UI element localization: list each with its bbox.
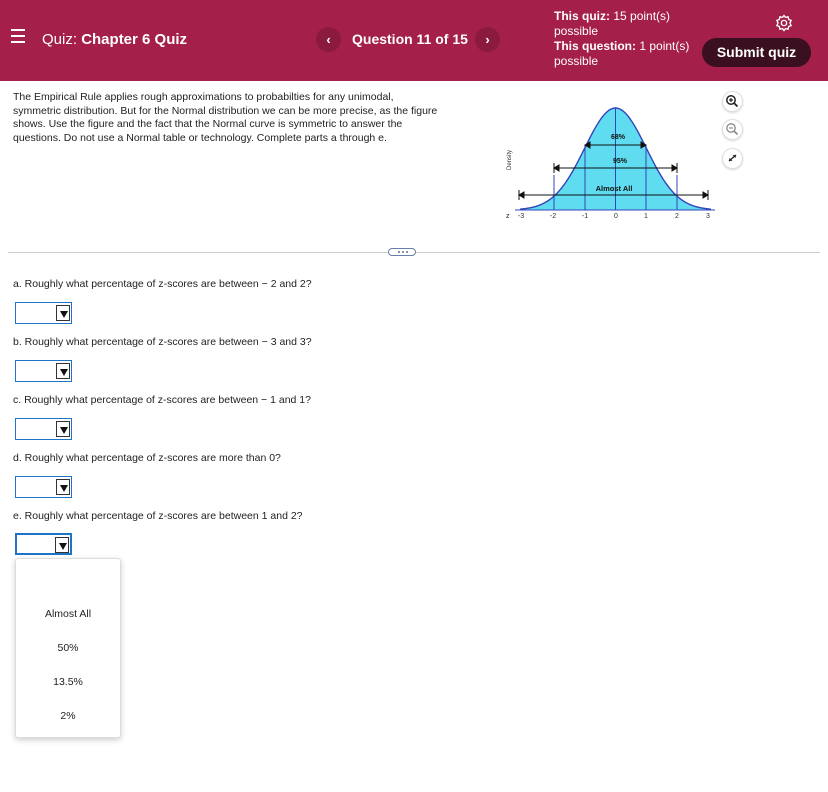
- answer-select-b[interactable]: [15, 360, 72, 382]
- label-68: 68%: [610, 134, 626, 141]
- menu-icon[interactable]: [11, 29, 25, 45]
- question-d: d. Roughly what percentage of z-scores are more than 0?: [13, 452, 281, 464]
- tick-label: 2: [675, 213, 679, 220]
- next-question-button[interactable]: ›: [475, 27, 500, 52]
- dropdown-option[interactable]: Almost All: [44, 608, 92, 620]
- answer-select-e[interactable]: [15, 533, 72, 555]
- label-almost-all: Almost All: [595, 184, 633, 193]
- resize-handle[interactable]: [388, 248, 416, 256]
- points-quiz-label: This quiz:: [554, 9, 610, 23]
- answer-select-d[interactable]: [15, 476, 72, 498]
- points-question-value: 1 point(s) possible: [554, 39, 690, 68]
- dropdown-arrow-icon: [56, 479, 70, 495]
- question-c: c. Roughly what percentage of z-scores are between − 1 and 1?: [13, 394, 311, 406]
- points-info: [554, 9, 694, 69]
- submit-quiz-button[interactable]: Submit quiz: [702, 38, 811, 67]
- zoom-out-icon: [723, 120, 742, 139]
- tick-label: 0: [614, 213, 618, 220]
- dropdown-option[interactable]: 13.5%: [53, 676, 83, 688]
- quiz-label: Quiz:: [42, 31, 78, 48]
- points-question-label: This question:: [554, 39, 636, 53]
- question-count[interactable]: Question 11 of 15: [352, 31, 468, 47]
- dropdown-arrow-icon: [56, 363, 70, 379]
- answer-select-a[interactable]: [15, 302, 72, 324]
- dropdown-option[interactable]: 2%: [60, 710, 76, 722]
- quiz-title: [42, 31, 187, 48]
- answer-select-c[interactable]: [15, 418, 72, 440]
- settings-gear-icon[interactable]: [775, 14, 793, 32]
- quiz-name: Chapter 6 Quiz: [81, 31, 188, 48]
- dropdown-arrow-icon: [55, 537, 69, 553]
- tick-label: 3: [706, 213, 710, 220]
- label-95: 95%: [612, 158, 628, 165]
- previous-question-button[interactable]: ‹: [316, 27, 341, 52]
- tick-label: -1: [581, 213, 589, 220]
- tick-label: -2: [549, 213, 557, 220]
- dropdown-option[interactable]: 50%: [57, 642, 79, 654]
- dropdown-arrow-icon: [56, 305, 70, 321]
- expand-arrows-icon: [723, 149, 742, 168]
- tick-label: 1: [644, 213, 648, 220]
- reset-zoom-button[interactable]: [722, 148, 743, 169]
- answer-dropdown-menu: [15, 558, 121, 738]
- zoom-out-button[interactable]: [722, 119, 743, 140]
- y-axis-label: Density: [507, 149, 513, 171]
- question-b: b. Roughly what percentage of z-scores are between − 3 and 3?: [13, 336, 312, 348]
- zoom-in-button[interactable]: [722, 91, 743, 112]
- tick-label: -3: [517, 213, 525, 220]
- z-label: z: [506, 213, 510, 220]
- tick-labels: [518, 213, 710, 220]
- quiz-header: [0, 0, 828, 81]
- question-intro: The Empirical Rule applies rough approximations to probabilties for any unimodal, symmetric distribution. But for the Normal distribution we can be more precise, as the figure shows. Use the figure and the fact that the Normal curve is symmetric to answer the questions. Do not use a Normal table or technology. Complete parts a through e.: [13, 91, 438, 144]
- dropdown-arrow-icon: [56, 421, 70, 437]
- zoom-in-icon: [723, 92, 742, 111]
- question-a: a. Roughly what percentage of z-scores are between − 2 and 2?: [13, 278, 312, 290]
- question-e: e. Roughly what percentage of z-scores are between 1 and 2?: [13, 510, 303, 522]
- points-quiz-value: 15 point(s) possible: [554, 9, 671, 38]
- normal-curve-figure: [500, 100, 725, 230]
